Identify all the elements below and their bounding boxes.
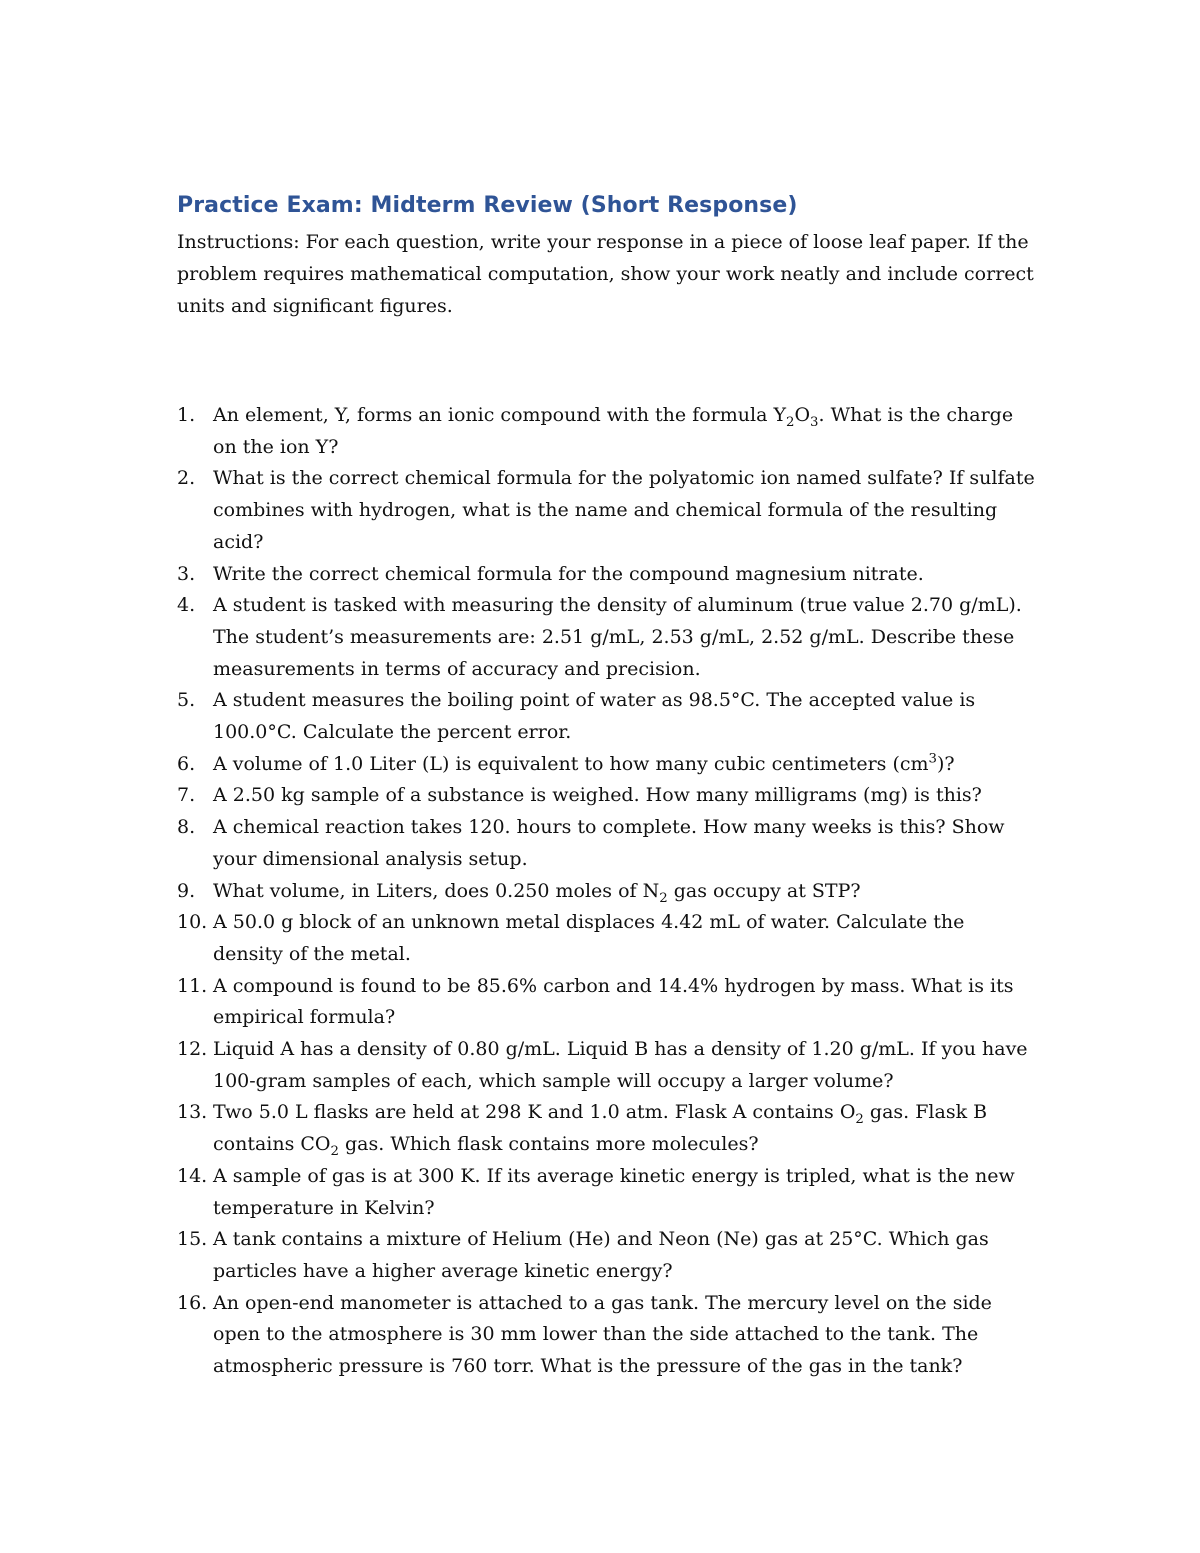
- question-text: A tank contains a mixture of Helium (He) and Neon (Ne) gas at 25°C. Which gas particles have a higher average kinetic energy?: [213, 1228, 989, 1282]
- question-item: [177, 1034, 1037, 1097]
- question-text: A student measures the boiling point of water as 98.5°C. The accepted value is 100.0°C. Calculate the percent error.: [213, 689, 976, 744]
- question-text: A 2.50 kg sample of a substance is weighed. How many milligrams (mg) is this?: [213, 784, 982, 807]
- page-title: Practice Exam: Midterm Review (Short Response): [177, 193, 798, 218]
- question-item: [177, 907, 1037, 970]
- question-text: A chemical reaction takes 120. hours to complete. How many weeks is this? Show your dimensional analysis setup.: [213, 816, 1005, 870]
- question-number: 15.: [177, 1228, 208, 1251]
- question-text: Write the correct chemical formula for the compound magnesium nitrate.: [213, 562, 924, 585]
- question-number: 4.: [177, 594, 196, 617]
- document-page: [177, 190, 1037, 1383]
- question-number: 5.: [177, 689, 196, 712]
- question-number: 10.: [177, 911, 208, 934]
- question-number: 14.: [177, 1164, 208, 1187]
- question-number: 3.: [177, 562, 196, 585]
- question-item: 9. What volume, in Liters, does 0.250 moles of $N_2$ gas occupy at STP?: [177, 876, 1037, 908]
- question-number: 6.: [177, 752, 196, 775]
- question-item: [177, 685, 1037, 748]
- question-number: 12.: [177, 1038, 208, 1061]
- question-number: 11.: [177, 974, 208, 997]
- question-item: [177, 1161, 1037, 1224]
- question-item: 13. Two 5.0 L flasks are held at 298 K and 1.0 atm. Flask A contains $O_2$ gas. Flask B contains $CO_2$ gas. Which flask contains more molecules?: [177, 1097, 1037, 1160]
- question-item: 6. A volume of 1.0 Liter (L) is equivalent to how many cubic centimeters $(cm^3)$?: [177, 749, 1037, 781]
- question-text: A compound is found to be 85.6% carbon and 14.4% hydrogen by mass. What is its empirical formula?: [213, 974, 1014, 1029]
- question-text: What is the correct chemical formula for the polyatomic ion named sulfate? If sulfate combines with hydrogen, what is the name and chemical formula of the resulting acid?: [213, 467, 1035, 553]
- instructions-paragraph: Instructions: For each question, write your response in a piece of loose leaf paper. If the problem requires mathematical computation, show your work neatly and include correct units and significant figures.: [177, 231, 1034, 317]
- question-item: [177, 812, 1037, 875]
- question-text: A sample of gas is at 300 K. If its average kinetic energy is tripled, what is the new temperature in Kelvin?: [213, 1164, 1015, 1219]
- question-item: [177, 780, 1037, 812]
- question-text: A 50.0 g block of an unknown metal displaces 4.42 mL of water. Calculate the density of the metal.: [213, 911, 965, 965]
- question-number: 2.: [177, 467, 196, 490]
- question-text: A student is tasked with measuring the density of aluminum (true value 2.70 g/mL). The student’s measurements are: 2.51 g/mL, 2.53 g/mL, 2.52 g/mL. Describe these measurements in terms of accuracy and precision.: [213, 594, 1022, 680]
- question-text: An open-end manometer is attached to a gas tank. The mercury level on the side open to the atmosphere is 30 mm lower than the side attached to the tank. The atmospheric pressure is 760 torr. What is the pressure of the gas in the tank?: [213, 1291, 992, 1378]
- question-number: 1.: [177, 404, 196, 426]
- question-item: [177, 971, 1037, 1034]
- question-number: 7.: [177, 784, 196, 807]
- question-item: [177, 559, 1037, 591]
- question-item: [177, 590, 1037, 685]
- question-number: 13.: [177, 1101, 208, 1124]
- question-item: [177, 463, 1037, 558]
- question-list: [177, 400, 1037, 1383]
- question-item: 1. An element, Y, forms an ionic compound with the formula $Y_2O_3$. What is the charge on the ion Y?: [177, 400, 1037, 463]
- question-item: [177, 1224, 1037, 1287]
- question-number: 16.: [177, 1291, 208, 1314]
- question-item: [177, 1288, 1037, 1383]
- question-number: 8.: [177, 816, 196, 839]
- question-text: Liquid A has a density of 0.80 g/mL. Liquid B has a density of 1.20 g/mL. If you have 100-gram samples of each, which sample will occupy a larger volume?: [213, 1038, 1028, 1092]
- question-number: 9.: [177, 879, 196, 902]
